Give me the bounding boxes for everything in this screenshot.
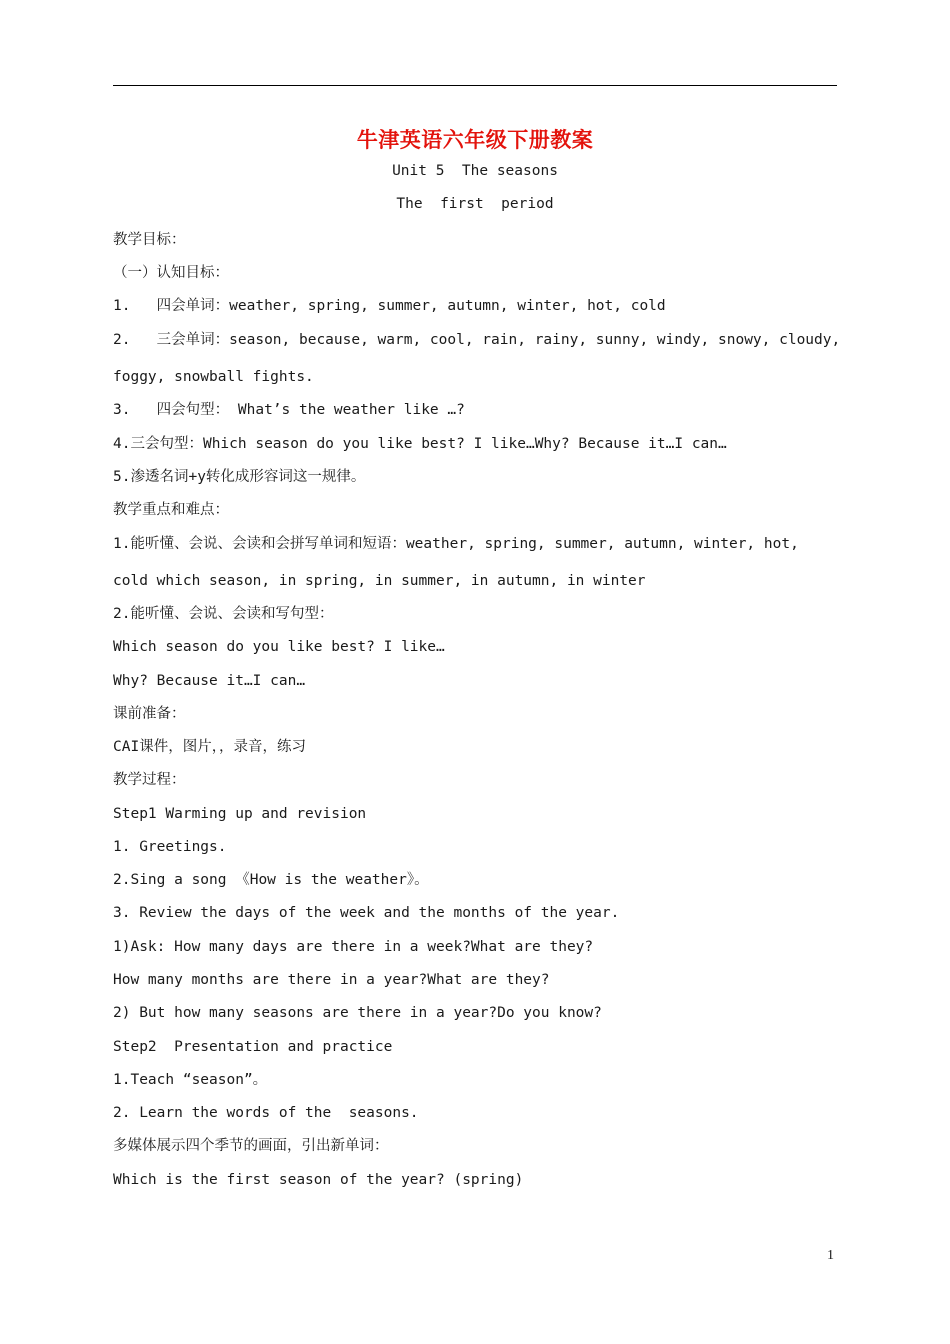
text-line: 2. 三会单词：season, because, warm, cool, rain, rainy, sunny, windy, snowy, cloudy,: [113, 332, 841, 348]
period-subtitle: The first period: [396, 196, 554, 212]
text-line: 5.渗透名词+y转化成形容词这一规律。: [113, 469, 366, 485]
text-line: Step2 Presentation and practice: [113, 1039, 393, 1055]
text-line: 3. 四会句型： What’s the weather like …?: [113, 402, 465, 418]
section-heading-preparation: 课前准备：: [113, 706, 186, 722]
text-line: 1. 四会单词：weather, spring, summer, autumn, winter, hot, cold: [113, 298, 666, 314]
section-heading-objectives: 教学目标：: [113, 232, 186, 248]
text-line: Which season do you like best? I like…: [113, 639, 445, 655]
text-line: 2) But how many seasons are there in a year?Do you know?: [113, 1005, 602, 1021]
text-line: Step1 Warming up and revision: [113, 806, 367, 822]
header-rule: [113, 85, 837, 86]
unit-subtitle: Unit 5 The seasons: [392, 163, 558, 179]
section-heading-procedure: 教学过程：: [113, 772, 186, 788]
text-line: 2.Sing a song 《How is the weather》。: [113, 872, 429, 888]
text-line: 1.能听懂、会说、会读和会拼写单词和短语：weather, spring, summer, autumn, winter, hot,: [113, 536, 799, 552]
text-line: 1)Ask: How many days are there in a week?What are they?: [113, 939, 594, 955]
document-title: 牛津英语六年级下册教案: [356, 128, 594, 152]
text-line: Which is the first season of the year? (spring): [113, 1172, 524, 1188]
text-line: CAI课件，图片，，录音，练习: [113, 739, 306, 755]
text-line: foggy, snowball fights.: [113, 369, 314, 385]
page-number: 1: [827, 1248, 834, 1263]
text-line: 4.三会句型：Which season do you like best? I like…Why? Because it…I can…: [113, 436, 727, 452]
text-line: 多媒体展示四个季节的画面，引出新单词：: [113, 1138, 389, 1154]
text-line: Why? Because it…I can…: [113, 673, 306, 689]
text-line: 1. Greetings.: [113, 839, 227, 855]
section-heading-key-points: 教学重点和难点：: [113, 502, 229, 518]
text-line: 1.Teach “season”。: [113, 1072, 268, 1088]
text-line: 3. Review the days of the week and the months of the year.: [113, 905, 620, 921]
text-line: 2.能听懂、会说、会读和写句型：: [113, 606, 334, 622]
text-line: 2. Learn the words of the seasons.: [113, 1105, 419, 1121]
text-line: How many months are there in a year?What are they?: [113, 972, 550, 988]
subsection-heading-cognitive: （一）认知目标：: [113, 265, 229, 281]
text-line: cold which season, in spring, in summer, in autumn, in winter: [113, 573, 646, 589]
